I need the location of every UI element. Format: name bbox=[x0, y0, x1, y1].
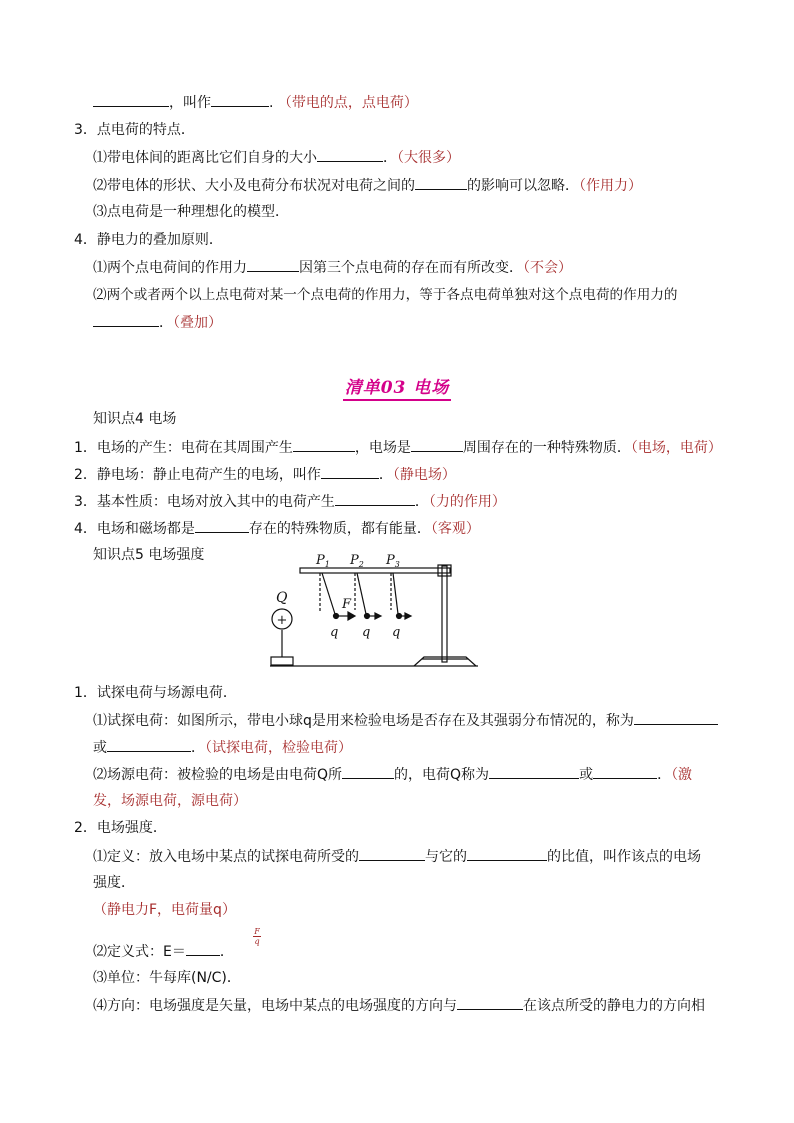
line-s5 bbox=[93, 941, 234, 962]
text: 的比值，叫作该点的电场 bbox=[547, 849, 701, 865]
line-s3: 强度． bbox=[93, 875, 135, 891]
text: 1．电场的产生：电荷在其周围产生 bbox=[74, 440, 293, 456]
text: 2．静电场：静止电荷产生的电场，叫作 bbox=[74, 467, 321, 483]
right-stand-pole bbox=[442, 566, 447, 662]
answer: （试探电荷，检验电荷） bbox=[205, 740, 352, 756]
line-s4-answer: （静电力F，电荷量q） bbox=[93, 902, 236, 918]
text: ⑴带电体间的距离比它们自身的大小 bbox=[93, 150, 317, 166]
label-Q: Q bbox=[276, 590, 288, 606]
line-e4 bbox=[74, 518, 480, 539]
blank[interactable] bbox=[457, 995, 523, 1010]
label-P3: $P_3$ bbox=[386, 553, 400, 569]
line-t2 bbox=[93, 710, 718, 731]
text: 与它的 bbox=[425, 849, 467, 865]
answer: （不会） bbox=[523, 260, 572, 276]
text: ． bbox=[414, 494, 429, 510]
text: 因第三个点电荷的存在而有所改变． bbox=[299, 260, 523, 276]
pendulum-figure bbox=[262, 546, 486, 670]
fraction-numerator: F bbox=[254, 927, 260, 936]
text: ⑷方向：电场强度是矢量，电场中某点的电场强度的方向与 bbox=[93, 998, 457, 1014]
text: . bbox=[269, 95, 274, 111]
arrowhead-3 bbox=[405, 613, 411, 619]
section-title bbox=[0, 373, 794, 398]
text: ． bbox=[378, 467, 393, 483]
test-charge-ball-3 bbox=[397, 614, 402, 619]
text: 周围存在的一种特殊物质． bbox=[462, 440, 631, 456]
answer: （带电的点，点电荷） bbox=[277, 95, 418, 111]
line-t4 bbox=[93, 764, 692, 785]
blank[interactable] bbox=[411, 437, 463, 452]
text: ⑴定义：放入电场中某点的试探电荷所受的 bbox=[93, 849, 359, 865]
line-s1: 2．电场强度． bbox=[74, 820, 167, 836]
text: 或 bbox=[579, 767, 594, 783]
label-q2: q bbox=[362, 625, 371, 640]
arrowhead-1 bbox=[348, 612, 355, 620]
line-9 bbox=[93, 312, 222, 333]
line-e3 bbox=[74, 491, 506, 512]
line-5: ⑶点电荷是一种理想化的模型． bbox=[93, 204, 289, 220]
label-P1: $P_1$ bbox=[316, 553, 330, 569]
answer: （叠加） bbox=[173, 315, 222, 331]
line-s6: ⑶单位：牛每库(N/C)． bbox=[93, 970, 241, 986]
blank[interactable] bbox=[107, 737, 191, 752]
line-t3 bbox=[93, 737, 352, 758]
knowledge-point-4: 知识点4 电场 bbox=[93, 411, 177, 427]
text: 3．基本性质：电场对放入其中的电荷产生 bbox=[74, 494, 335, 510]
blank[interactable] bbox=[415, 175, 467, 190]
clamp bbox=[438, 565, 451, 576]
line-4 bbox=[93, 175, 642, 196]
line-s7 bbox=[93, 995, 705, 1016]
text: ． bbox=[657, 767, 672, 783]
label-F: F bbox=[342, 597, 352, 612]
text: 4．电场和磁场都是 bbox=[74, 521, 195, 537]
text: ． bbox=[191, 740, 205, 756]
answer: （电场，电荷） bbox=[630, 440, 722, 456]
text: ，叫作 bbox=[169, 95, 211, 111]
line-s2 bbox=[93, 846, 701, 867]
label-P2: $P_2$ bbox=[350, 553, 364, 569]
answer: （激 bbox=[671, 767, 693, 783]
string-3 bbox=[393, 573, 398, 614]
blank[interactable] bbox=[335, 491, 415, 506]
test-charge-ball-2 bbox=[365, 614, 370, 619]
blank[interactable] bbox=[489, 764, 579, 779]
blank[interactable] bbox=[593, 764, 657, 779]
text: ． bbox=[159, 315, 173, 331]
text: ． bbox=[383, 150, 397, 166]
answer: （力的作用） bbox=[428, 494, 506, 510]
text: 或 bbox=[93, 740, 107, 756]
blank[interactable] bbox=[634, 710, 718, 725]
text: ⑵带电体的形状、大小及电荷分布状况对电荷之间的 bbox=[93, 178, 415, 194]
blank[interactable] bbox=[247, 257, 299, 272]
answer: （静电场） bbox=[392, 467, 456, 483]
text: ⑴试探电荷：如图所示，带电小球q是用来检验电场是否存在及其强弱分布情况的，称为 bbox=[93, 713, 634, 729]
text: ． bbox=[219, 944, 234, 960]
knowledge-point-5: 知识点5 电场强度 bbox=[93, 547, 205, 563]
line-8: ⑵两个或者两个以上点电荷对某一个点电荷的作用力，等于各点电荷单独对这个点电荷的作用力的 bbox=[93, 287, 678, 303]
blank[interactable] bbox=[342, 764, 394, 779]
label-q3: q bbox=[392, 625, 401, 640]
line-2: 3．点电荷的特点． bbox=[74, 122, 195, 138]
text: ⑴两个点电荷间的作用力 bbox=[93, 260, 247, 276]
answer: （客观） bbox=[430, 521, 480, 537]
blank[interactable] bbox=[359, 846, 425, 861]
blank[interactable] bbox=[93, 92, 169, 107]
answer-fraction bbox=[253, 927, 261, 946]
fraction-denominator: q bbox=[254, 937, 260, 946]
plus-sign: + bbox=[276, 613, 288, 628]
text: 的，电荷Q称为 bbox=[394, 767, 490, 783]
blank[interactable] bbox=[195, 518, 249, 533]
answer: （作用力） bbox=[579, 178, 642, 194]
line-e1 bbox=[74, 437, 722, 458]
blank[interactable] bbox=[317, 147, 383, 162]
test-charge-ball-1 bbox=[334, 614, 339, 619]
left-stand-base bbox=[271, 657, 293, 665]
blank[interactable] bbox=[93, 312, 159, 327]
blank[interactable] bbox=[186, 941, 220, 956]
text: ，电场是 bbox=[354, 440, 411, 456]
section-title-text: 清单03 电场 bbox=[343, 378, 452, 401]
text: ⑵定义式：E＝ bbox=[93, 944, 186, 960]
line-7 bbox=[93, 257, 572, 278]
blank[interactable] bbox=[321, 464, 379, 479]
line-6: 4．静电力的叠加原则． bbox=[74, 232, 223, 248]
text: 存在的特殊物质，都有能量． bbox=[248, 521, 431, 537]
blank[interactable] bbox=[211, 92, 269, 107]
text: 的影响可以忽略． bbox=[467, 178, 579, 194]
line-3 bbox=[93, 147, 460, 168]
answer: （大很多） bbox=[397, 150, 460, 166]
label-q1: q bbox=[330, 625, 339, 640]
horizontal-bar bbox=[300, 568, 450, 573]
line-t1: 1．试探电荷与场源电荷． bbox=[74, 685, 237, 701]
line-e2 bbox=[74, 464, 456, 485]
text: 在该点所受的静电力的方向相 bbox=[523, 998, 705, 1014]
line-t5-answer: 发，场源电荷，源电荷） bbox=[93, 793, 247, 809]
arrowhead-2 bbox=[375, 613, 381, 619]
string-2 bbox=[357, 573, 366, 614]
string-1 bbox=[322, 573, 335, 614]
text: ⑵场源电荷：被检验的电场是由电荷Q所 bbox=[93, 767, 343, 783]
line-1 bbox=[93, 92, 418, 113]
blank[interactable] bbox=[293, 437, 355, 452]
blank[interactable] bbox=[467, 846, 547, 861]
